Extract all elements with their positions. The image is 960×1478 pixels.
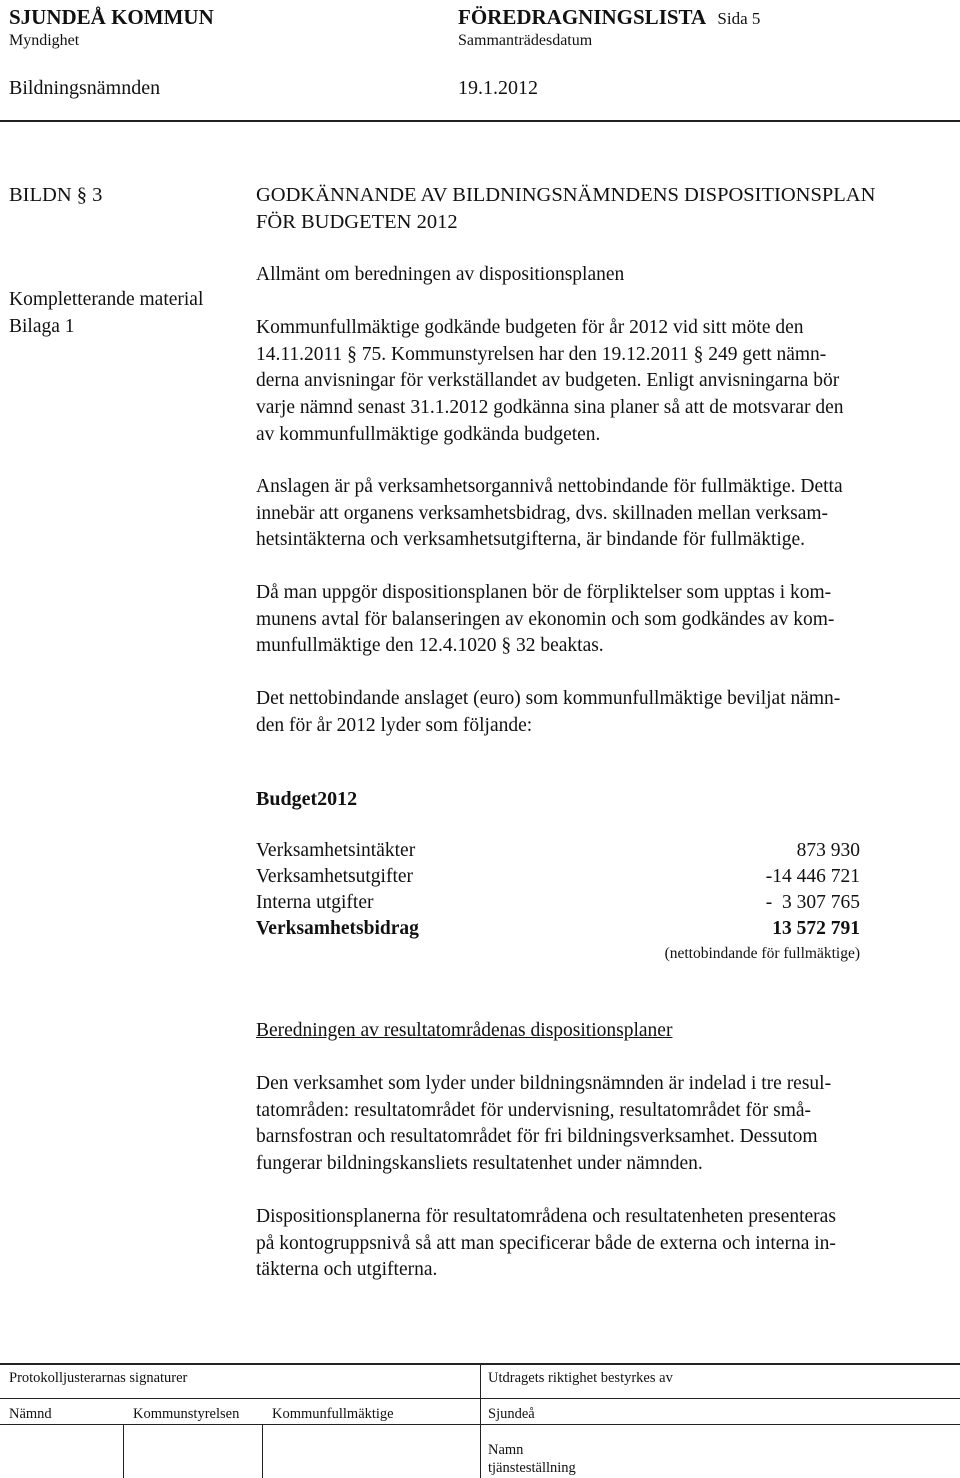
text-line: Det nettobindande anslaget (euro) som kommunfullmäktige beviljat nämn-	[256, 688, 841, 709]
text-line: barnsfostran och resultatområdet för fri bildningsverksamhet. Dessutom	[256, 1126, 818, 1148]
text-line: Då man uppgör dispositionsplanen bör de förpliktelser som upptas i kom-	[256, 582, 832, 603]
text-line: tatområden: resultatområdet för undervisning, resultatområdet för små-	[256, 1099, 812, 1121]
authority-label: Myndighet	[9, 32, 80, 49]
document-type-label: FÖREDRAGNINGSLISTA	[458, 5, 707, 29]
footer-col-kommunfullmaktige: Kommunfullmäktige	[272, 1406, 394, 1422]
text-line: av kommunfullmäktige godkända budgeten.	[256, 423, 601, 445]
text-line: på kontogruppsnivå så att man specificerar både de externa och interna in-	[256, 1232, 836, 1254]
budget-row-value: - 3 307 765	[765, 892, 860, 913]
paragraph-presentation	[256, 1204, 946, 1284]
budget-note: (nettobindande för fullmäktige)	[664, 945, 860, 962]
text-line: fungerar bildningskansliets resultatenhet under nämnden.	[256, 1153, 703, 1175]
item-title	[256, 182, 946, 236]
paragraph-appropriations	[256, 474, 946, 554]
header-divider	[0, 120, 960, 122]
footer-col-sjundea: Sjundeå	[488, 1406, 535, 1422]
page-number: Sida 5	[717, 9, 761, 28]
paragraph-net-appropriation	[256, 686, 946, 739]
footer-certification-heading: Utdragets riktighet bestyrkes av	[488, 1370, 673, 1386]
footer-cell-divider	[262, 1424, 263, 1478]
footer-name-label: Namn	[488, 1442, 524, 1458]
budget-heading: Budget2012	[256, 788, 358, 810]
side-note-supplementary: Kompletterande material	[9, 289, 204, 310]
budget-row-label: Verksamhetsutgifter	[256, 866, 414, 887]
text-line: derna anvisningar för verkställandet av budgeten. Enligt anvisningarna bör	[256, 370, 840, 392]
budget-row-label: Interna utgifter	[256, 892, 374, 913]
item-code: BILDN § 3	[9, 184, 103, 206]
budget-row-value: 13 572 791	[772, 918, 860, 939]
meeting-date: 19.1.2012	[458, 77, 538, 99]
document-type	[458, 5, 760, 30]
footer-col-kommunstyrelsen: Kommunstyrelsen	[133, 1406, 240, 1422]
footer-col-namnd: Nämnd	[9, 1406, 52, 1422]
section-heading-result-areas: Beredningen av resultatområdenas dispositionsplaner	[256, 1020, 673, 1041]
budget-row-value: 873 930	[796, 840, 860, 861]
text-line: innebär att organens verksamhetsbidrag, dvs. skillnaden mellan verksam-	[256, 502, 829, 524]
budget-row-value: -14 446 721	[765, 866, 860, 887]
paragraph-result-areas	[256, 1071, 946, 1178]
footer-signatures-heading: Protokolljusterarnas signaturer	[9, 1370, 188, 1386]
municipality-name: SJUNDEÅ KOMMUN	[9, 5, 214, 29]
budget-row-label: Verksamhetsintäkter	[256, 840, 416, 861]
text-line: munfullmäktige den 12.4.1020 § 32 beaktas.	[256, 635, 604, 657]
footer-cell-divider	[123, 1424, 124, 1478]
paragraph-budget-approval	[256, 315, 946, 449]
budget-row	[256, 892, 860, 918]
footer-column-rule	[0, 1424, 960, 1425]
budget-row-label: Verksamhetsbidrag	[256, 918, 419, 939]
side-note-attachment: Bilaga 1	[9, 316, 75, 337]
text-line: Anslagen är på verksamhetsorgannivå nettobindande för fullmäktige. Detta	[256, 476, 843, 497]
general-heading: Allmänt om beredningen av dispositionsplanen	[256, 264, 625, 285]
text-line: varje nämnd senast 31.1.2012 godkänna sina planer så att de motsvarar den	[256, 397, 844, 419]
item-title-line: FÖR BUDGETEN 2012	[256, 211, 458, 233]
text-line: munens avtal för balanseringen av ekonomin och som godkändes av kom-	[256, 608, 835, 630]
text-line: Kommunfullmäktige godkände budgeten för år 2012 vid sitt möte den	[256, 317, 804, 338]
text-line: täkterna och utgifterna.	[256, 1259, 438, 1281]
footer-subheading-rule	[0, 1398, 960, 1399]
text-line: Dispositionsplanerna för resultatområdena och resultatenheten presenteras	[256, 1206, 836, 1227]
item-title-line: GODKÄNNANDE AV BILDNINGSNÄMNDENS DISPOSITIONSPLAN	[256, 184, 876, 206]
budget-row-total	[256, 918, 860, 944]
text-line: 14.11.2011 § 75. Kommunstyrelsen har den 19.12.2011 § 249 gett nämn-	[256, 343, 827, 365]
text-line: hetsintäkterna och verksamhetsutgifterna, är bindande för fullmäktige.	[256, 529, 806, 551]
text-line: Den verksamhet som lyder under bildningsnämnden är indelad i tre resul-	[256, 1073, 832, 1094]
paragraph-obligations	[256, 580, 946, 660]
budget-row	[256, 840, 860, 866]
authority-name: Bildningsnämnden	[9, 77, 161, 99]
meeting-date-label: Sammanträdesdatum	[458, 32, 593, 49]
footer-position-label: tjänsteställning	[488, 1460, 576, 1476]
budget-row	[256, 866, 860, 892]
footer-center-divider	[480, 1363, 481, 1478]
text-line: den för år 2012 lyder som följande:	[256, 714, 533, 736]
